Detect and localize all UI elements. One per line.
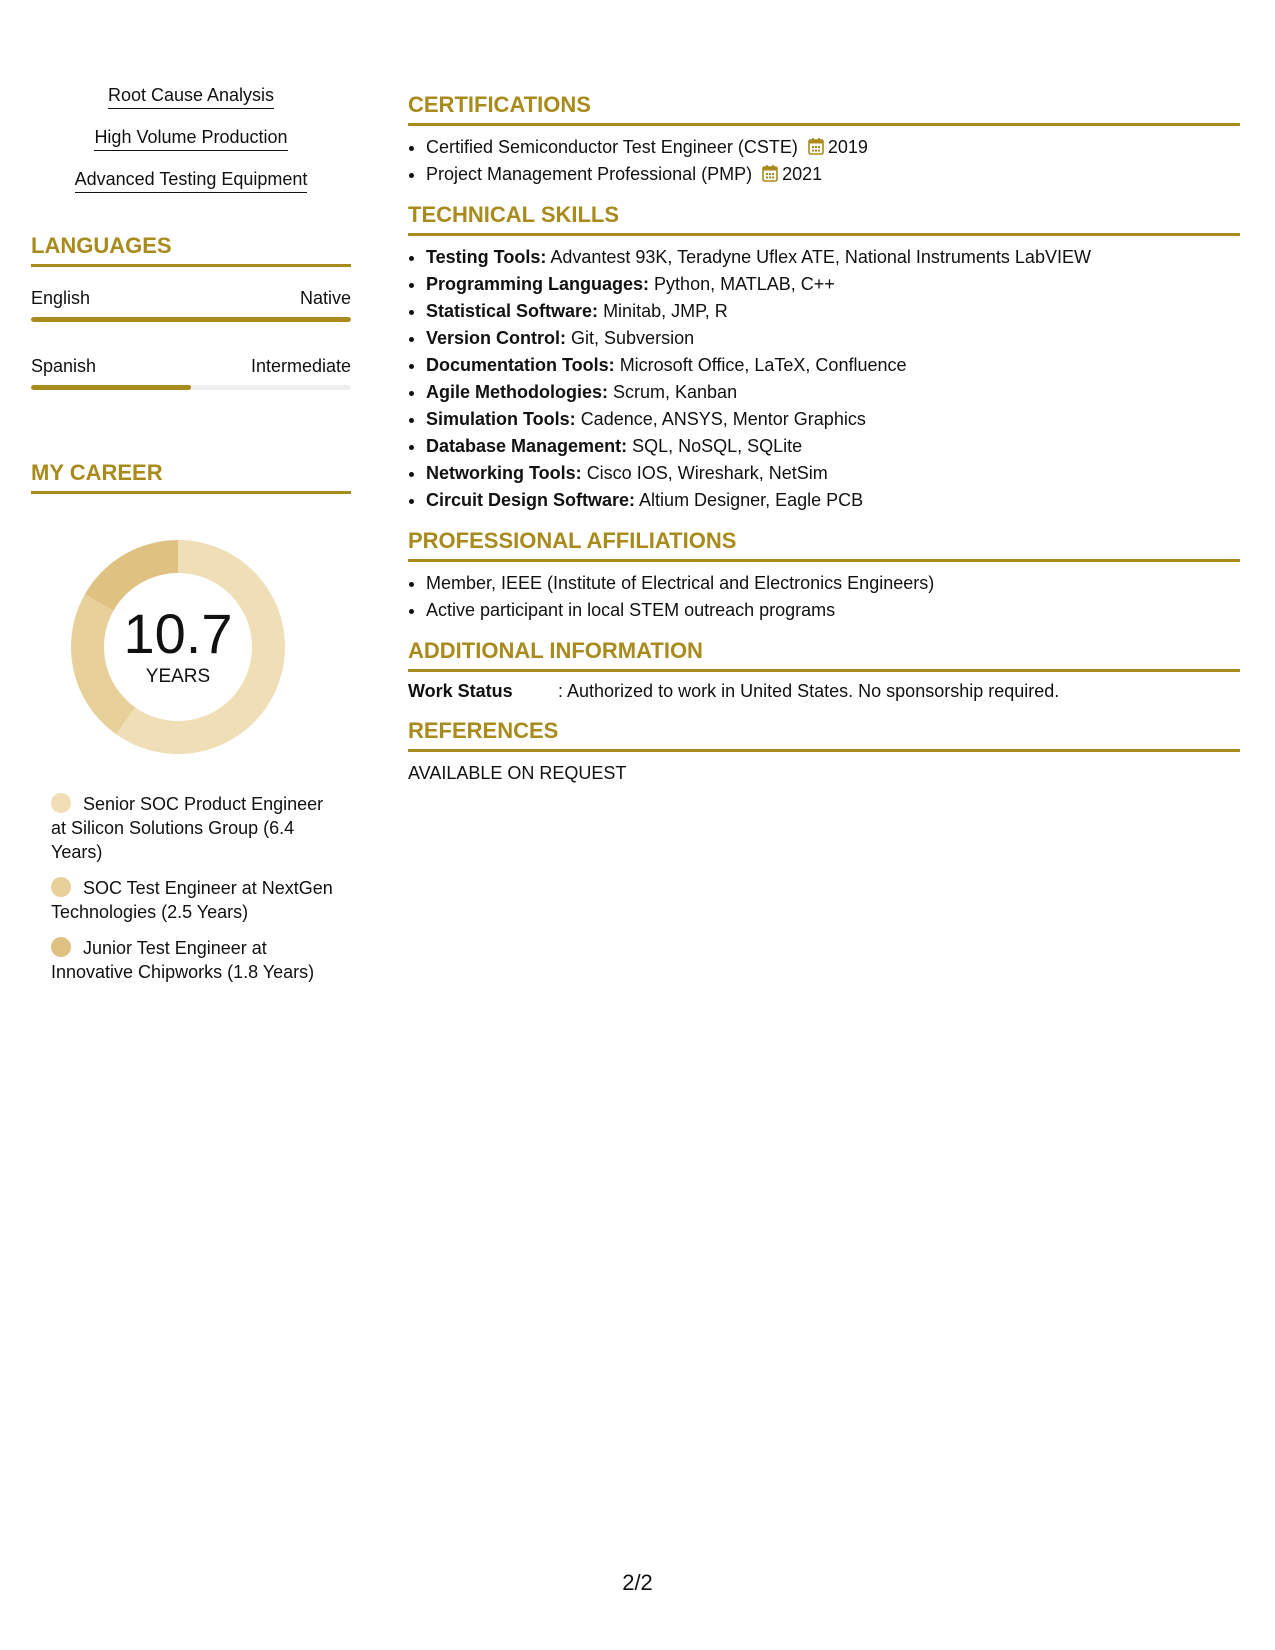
additional-section bbox=[408, 638, 1240, 704]
languages-title: LANGUAGES bbox=[31, 233, 351, 267]
career-legend bbox=[31, 792, 351, 984]
certification-name: Project Management Professional (PMP) bbox=[426, 164, 753, 184]
skill-label: Testing Tools: bbox=[426, 247, 547, 267]
language-item bbox=[31, 287, 351, 322]
skill-value: Scrum, Kanban bbox=[613, 382, 738, 402]
skill-value: Cadence, ANSYS, Mentor Graphics bbox=[580, 409, 866, 429]
skill-value: SQL, NoSQL, SQLite bbox=[632, 436, 803, 456]
career-item bbox=[51, 936, 336, 984]
skill-item bbox=[426, 244, 1240, 271]
skill-value: Minitab, JMP, R bbox=[603, 301, 728, 321]
skill-tag: Advanced Testing Equipment bbox=[75, 168, 308, 193]
career-item-label: SOC Test Engineer at NextGen Technologies (2.5 Years) bbox=[51, 878, 333, 922]
references-title: REFERENCES bbox=[408, 718, 1240, 752]
certification-item bbox=[426, 161, 1240, 188]
language-name: English bbox=[31, 288, 91, 308]
career-total: 10.7 bbox=[123, 602, 233, 665]
certifications-section bbox=[408, 92, 1240, 188]
affiliation-item: • Member, IEEE (Institute of Electrical and Electronics Engineers) bbox=[426, 570, 1240, 597]
technical-skills-title: TECHNICAL SKILLS bbox=[408, 202, 1240, 236]
skill-tag: High Volume Production bbox=[94, 126, 287, 151]
affiliations-section bbox=[408, 528, 1240, 624]
calendar-icon bbox=[808, 137, 824, 155]
skill-label: Agile Methodologies: bbox=[426, 382, 608, 402]
skill-item bbox=[426, 433, 1240, 460]
career-title: MY CAREER bbox=[31, 460, 351, 494]
skill-label: Database Management: bbox=[426, 436, 628, 456]
work-status-value: : Authorized to work in United States. No sponsorship required. bbox=[558, 681, 1060, 701]
language-bar-fill bbox=[31, 317, 351, 322]
skill-item bbox=[426, 325, 1240, 352]
page-number: 2/2 bbox=[622, 1570, 653, 1595]
skill-label: Networking Tools: bbox=[426, 463, 582, 483]
language-bar bbox=[31, 385, 351, 390]
skill-tag: Root Cause Analysis bbox=[108, 84, 274, 109]
career-donut-chart bbox=[63, 532, 293, 762]
affiliation-item: • Active participant in local STEM outreach programs bbox=[426, 597, 1240, 624]
skill-item bbox=[426, 460, 1240, 487]
work-status-row bbox=[408, 678, 1240, 704]
languages-section bbox=[31, 233, 351, 390]
career-unit: YEARS bbox=[145, 666, 211, 687]
technical-skills-section bbox=[408, 202, 1240, 514]
language-bar bbox=[31, 317, 351, 322]
language-level: Native bbox=[299, 288, 351, 308]
calendar-icon bbox=[762, 164, 778, 182]
certification-name: Certified Semiconductor Test Engineer (CSTE) bbox=[426, 137, 798, 157]
additional-title: ADDITIONAL INFORMATION bbox=[408, 638, 1240, 672]
career-item-label: Junior Test Engineer at Innovative Chipworks (1.8 Years) bbox=[51, 938, 315, 982]
references-section bbox=[408, 718, 1240, 786]
career-section bbox=[31, 460, 351, 984]
certification-year: 2019 bbox=[827, 137, 868, 157]
language-name: Spanish bbox=[31, 356, 97, 376]
skill-value: Advantest 93K, Teradyne Uflex ATE, National Instruments LabVIEW bbox=[550, 247, 1091, 267]
certification-item bbox=[426, 134, 1240, 161]
career-item bbox=[51, 876, 336, 924]
legend-dot bbox=[51, 793, 71, 813]
skills-tags bbox=[31, 84, 351, 193]
work-status-key: Work Status bbox=[408, 681, 513, 701]
legend-dot bbox=[51, 937, 71, 957]
references-text: AVAILABLE ON REQUEST bbox=[408, 763, 627, 783]
certifications-title: CERTIFICATIONS bbox=[408, 92, 1240, 126]
right-column bbox=[408, 92, 1240, 786]
skill-label: Circuit Design Software: bbox=[426, 490, 636, 510]
affiliations-title: PROFESSIONAL AFFILIATIONS bbox=[408, 528, 1240, 562]
skill-value: Cisco IOS, Wireshark, NetSim bbox=[586, 463, 828, 483]
skill-item bbox=[426, 379, 1240, 406]
skill-value: Microsoft Office, LaTeX, Confluence bbox=[619, 355, 907, 375]
certification-year: 2021 bbox=[782, 164, 823, 184]
skill-value: Python, MATLAB, C++ bbox=[654, 274, 835, 294]
skill-label: Programming Languages: bbox=[426, 274, 650, 294]
skill-label: Statistical Software: bbox=[426, 301, 599, 321]
skill-item bbox=[426, 298, 1240, 325]
career-item bbox=[51, 792, 336, 864]
skill-item bbox=[426, 406, 1240, 433]
left-column bbox=[31, 84, 351, 996]
skill-label: Version Control: bbox=[426, 328, 567, 348]
skill-item bbox=[426, 487, 1240, 514]
language-level: Intermediate bbox=[250, 356, 351, 376]
skill-label: Documentation Tools: bbox=[426, 355, 615, 375]
skill-item bbox=[426, 271, 1240, 298]
skill-value: Altium Designer, Eagle PCB bbox=[639, 490, 864, 510]
career-item-label: Senior SOC Product Engineer at Silicon Solutions Group (6.4 Years) bbox=[51, 794, 324, 862]
language-bar-fill bbox=[31, 385, 191, 390]
language-item bbox=[31, 355, 351, 390]
skill-value: Git, Subversion bbox=[571, 328, 695, 348]
skill-label: Simulation Tools: bbox=[426, 409, 576, 429]
skill-item bbox=[426, 352, 1240, 379]
legend-dot bbox=[51, 877, 71, 897]
